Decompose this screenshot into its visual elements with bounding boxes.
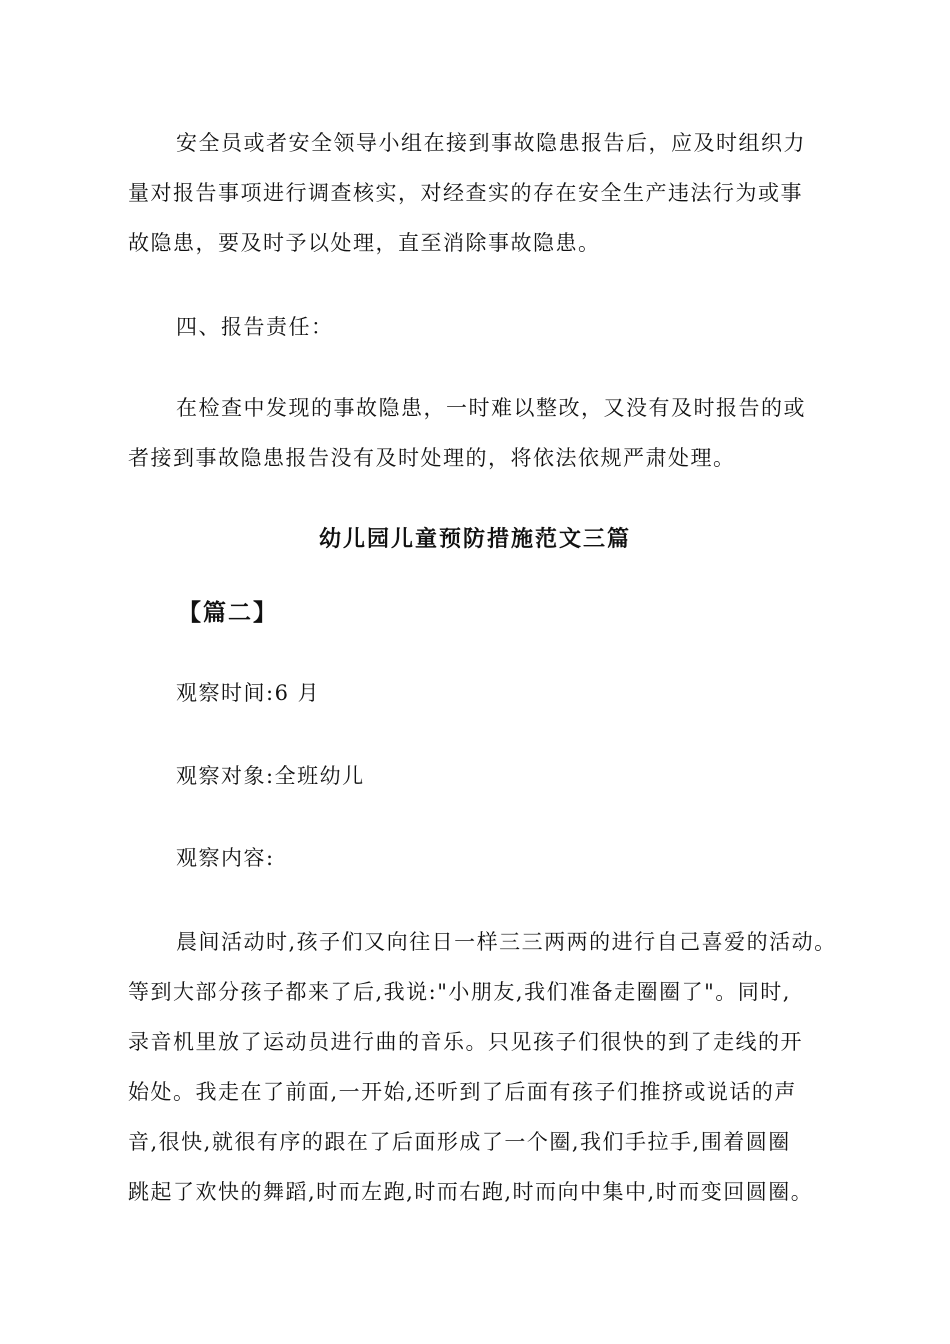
paragraph-reporting-responsibility xyxy=(128,383,850,483)
paragraph-line: 跳起了欢快的舞蹈,时而左跑,时而右跑,时而向中集中,时而变回圆圈。 xyxy=(128,1180,814,1204)
paragraph-line: 在检查中发现的事故隐患，一时难以整改，又没有及时报告的或 xyxy=(176,396,806,420)
paragraph-hazard-handling xyxy=(128,118,850,268)
observation-content-label: 观察内容: xyxy=(176,846,275,870)
section-label: 【篇二】 xyxy=(178,599,278,626)
observation-subject: 观察对象:全班幼儿 xyxy=(176,764,365,788)
paragraph-line: 量对报告事项进行调查核实，对经查实的存在安全生产违法行为或事 xyxy=(128,181,803,205)
paragraph-observation-content xyxy=(128,917,850,1217)
section-heading-reporting-responsibility: 四、报告责任： xyxy=(176,315,334,339)
paragraph-line: 故隐患，要及时予以处理，直至消除事故隐患。 xyxy=(128,231,601,255)
paragraph-line: 安全员或者安全领导小组在接到事故隐患报告后，应及时组织力 xyxy=(176,131,806,155)
paragraph-line: 等到大部分孩子都来了后,我说:"小朋友,我们准备走圈圈了"。同时, xyxy=(128,980,791,1004)
paragraph-line: 晨间活动时,孩子们又向往日一样三三两两的进行自己喜爱的活动。 xyxy=(176,930,837,954)
paragraph-line: 者接到事故隐患报告没有及时处理的，将依法依规严肃处理。 xyxy=(128,446,736,470)
paragraph-line: 始处。我走在了前面,一开始,还听到了后面有孩子们推挤或说话的声 xyxy=(128,1080,797,1104)
observation-time: 观察时间:6 月 xyxy=(176,681,321,705)
paragraph-line: 音,很快,就很有序的跟在了后面形成了一个圈,我们手拉手,围着圆圈 xyxy=(128,1130,791,1154)
paragraph-line: 录音机里放了运动员进行曲的音乐。只见孩子们很快的到了走线的开 xyxy=(128,1030,803,1054)
document-title: 幼儿园儿童预防措施范文三篇 xyxy=(318,526,631,552)
